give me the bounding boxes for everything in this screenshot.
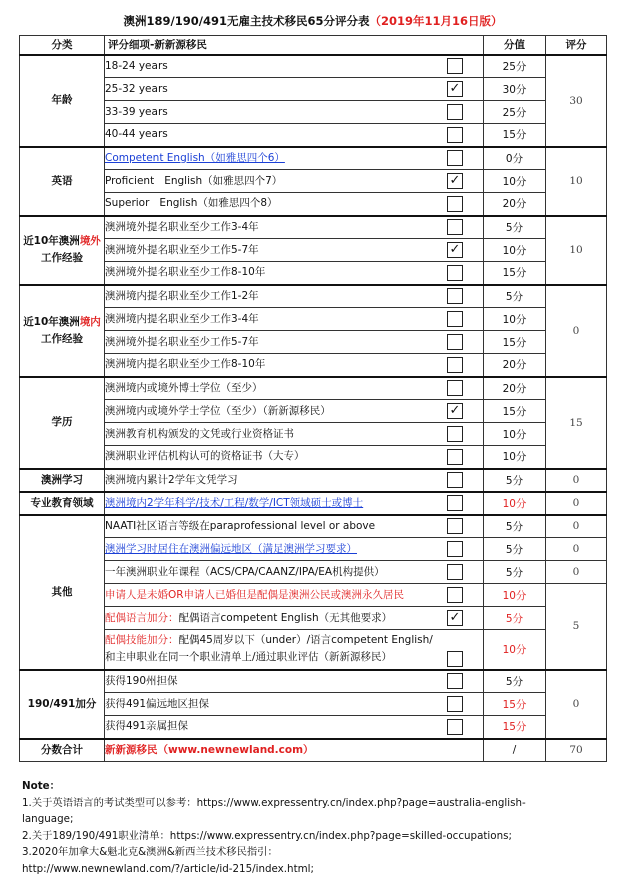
- item-label: 澳洲境内累计2学年文凭学习: [105, 473, 238, 486]
- points-value: 10分: [484, 170, 546, 193]
- item-cell: [105, 538, 484, 561]
- item-cell: [105, 515, 484, 538]
- item-link[interactable]: 澳洲学习时居住在澳洲偏远地区（满足澳洲学习要求）: [105, 542, 357, 555]
- item-label: 25-32 years: [105, 82, 168, 95]
- checkbox[interactable]: [447, 541, 463, 557]
- points-value: 0分: [484, 147, 546, 170]
- checkbox[interactable]: [447, 696, 463, 712]
- score-aus-study: 0: [546, 469, 607, 492]
- table-row: [20, 377, 607, 400]
- header-category: 分类: [20, 36, 105, 55]
- table-row: [20, 469, 607, 492]
- table-row: [20, 400, 607, 423]
- table-row: [20, 670, 607, 693]
- item-label: 澳洲境内提名职业至少工作3-4年: [105, 312, 259, 325]
- table-row: [20, 630, 607, 670]
- category-aus-study: 澳洲学习: [20, 469, 105, 492]
- category-highlight: 境内: [79, 315, 101, 328]
- table-row: [20, 308, 607, 331]
- item-label: 澳洲境外提名职业至少工作5-7年: [105, 335, 259, 348]
- category-highlight: 境外: [79, 235, 101, 247]
- points-value: 10分: [484, 492, 546, 515]
- points-value: 20分: [484, 193, 546, 216]
- item-cell: [105, 308, 484, 331]
- checkbox-checked[interactable]: ✓: [447, 81, 463, 97]
- points-value: 15分: [484, 262, 546, 285]
- checkbox[interactable]: [447, 104, 463, 120]
- item-label: 澳洲境内或境外学士学位（至少）（新新源移民）: [105, 404, 331, 417]
- category-stem: 专业教育领域: [20, 492, 105, 515]
- category-text: 工作经验: [41, 332, 83, 345]
- item-cell: [105, 170, 484, 193]
- item-cell: [105, 239, 484, 262]
- points-value: 20分: [484, 377, 546, 400]
- checkbox[interactable]: [447, 673, 463, 689]
- points-value: 10分: [484, 630, 546, 670]
- checkbox-checked[interactable]: ✓: [447, 403, 463, 419]
- item-label: 澳洲境内提名职业至少工作8-10年: [105, 358, 266, 371]
- item-label: 一年澳洲职业年课程（ACS/CPA/CAANZ/IPA/EA机构提供）: [105, 565, 385, 578]
- table-row-total: [20, 739, 607, 762]
- checkbox[interactable]: [447, 58, 463, 74]
- category-age: 年龄: [20, 55, 105, 147]
- item-cell: [105, 285, 484, 308]
- table-row: [20, 170, 607, 193]
- points-value: 5分: [484, 670, 546, 693]
- item-cell: [105, 147, 484, 170]
- checkbox[interactable]: [447, 449, 463, 465]
- category-text: 工作经验: [41, 252, 83, 264]
- score-item: 0: [546, 561, 607, 584]
- item-cell: [105, 331, 484, 354]
- points-value: 15分: [484, 124, 546, 147]
- checkbox[interactable]: [447, 311, 463, 327]
- item-cell: [105, 55, 484, 78]
- checkbox[interactable]: [447, 587, 463, 603]
- table-row: [20, 446, 607, 469]
- checkbox[interactable]: [447, 127, 463, 143]
- item-label: 获得491偏远地区担保: [105, 697, 210, 710]
- score-domestic-work: 0: [546, 285, 607, 377]
- score-age: 30: [546, 55, 607, 147]
- item-label: 澳洲职业评估机构认可的资格证书（大专）: [105, 450, 305, 463]
- table-row: [20, 78, 607, 101]
- item-label: NAATI社区语言等级在paraprofessional level or above: [105, 519, 376, 532]
- category-domestic-work: [20, 285, 105, 377]
- item-cell: [105, 423, 484, 446]
- note-line: http://www.newnewland.com/?/article/id-215/index.html;: [22, 862, 314, 875]
- checkbox[interactable]: [447, 719, 463, 735]
- score-item: 0: [546, 515, 607, 538]
- item-label: 澳洲境内或境外博士学位（至少）: [105, 381, 263, 394]
- points-value: 25分: [484, 55, 546, 78]
- points-value: 20分: [484, 354, 546, 377]
- total-label: 分数合计: [20, 739, 105, 762]
- points-value: 5分: [484, 515, 546, 538]
- table-row: [20, 55, 607, 78]
- notes-heading: Note：: [22, 780, 60, 792]
- checkbox[interactable]: [447, 518, 463, 534]
- checkbox[interactable]: [447, 196, 463, 212]
- note-line: language;: [22, 813, 74, 825]
- table-row: [20, 285, 607, 308]
- item-cell: [105, 400, 484, 423]
- points-value: 10分: [484, 584, 546, 607]
- item-cell: [105, 124, 484, 147]
- item-cell: [105, 101, 484, 124]
- table-row: [20, 538, 607, 561]
- checkbox-checked[interactable]: ✓: [447, 610, 463, 626]
- table-row: [20, 693, 607, 716]
- score-education: 15: [546, 377, 607, 469]
- item-label: 33-39 years: [105, 105, 168, 118]
- note-line: 2.关于189/190/491职业清单：https://www.expressentry.cn/index.php?page=skilled-occupations;: [22, 829, 512, 842]
- checkbox[interactable]: [447, 495, 463, 511]
- table-row: [20, 193, 607, 216]
- table-row: [20, 584, 607, 607]
- item-cell: [105, 693, 484, 716]
- total-points: /: [484, 739, 546, 762]
- notes: [22, 778, 612, 877]
- item-cell: [105, 193, 484, 216]
- item-label: 澳洲境外提名职业至少工作3-4年: [105, 220, 259, 233]
- item-cell: [105, 216, 484, 239]
- item-cell: [105, 469, 484, 492]
- category-state-bonus: 190/491加分: [20, 670, 105, 739]
- checkbox[interactable]: [447, 357, 463, 373]
- header-points: 分值: [484, 36, 546, 55]
- checkbox[interactable]: [447, 334, 463, 350]
- item-cell: [105, 607, 484, 630]
- checkbox[interactable]: [447, 651, 463, 667]
- item-label-prefix: 配偶语言加分：: [105, 611, 179, 624]
- category-education: 学历: [20, 377, 105, 469]
- points-value: 15分: [484, 693, 546, 716]
- table-row: [20, 262, 607, 285]
- points-value: 5分: [484, 285, 546, 308]
- title-date: （2019年11月16日版）: [369, 14, 503, 28]
- points-value: 10分: [484, 239, 546, 262]
- table-row: [20, 423, 607, 446]
- points-value: 5分: [484, 561, 546, 584]
- checkbox[interactable]: [447, 426, 463, 442]
- item-cell: [105, 716, 484, 739]
- item-label: 获得491亲属担保: [105, 720, 189, 733]
- table-row: [20, 331, 607, 354]
- item-label: 澳洲教育机构颁发的文凭或行业资格证书: [105, 427, 294, 440]
- points-value: 10分: [484, 308, 546, 331]
- score-other: 5: [546, 584, 607, 670]
- category-english: 英语: [20, 147, 105, 216]
- category-overseas-work: [20, 216, 105, 285]
- score-overseas-work: 10: [546, 216, 607, 285]
- score-table: [19, 35, 607, 762]
- score-state-bonus: 0: [546, 670, 607, 739]
- category-text: 近10年澳洲: [23, 235, 80, 247]
- points-value: 10分: [484, 446, 546, 469]
- item-cell: [105, 584, 484, 607]
- table-row: [20, 354, 607, 377]
- table-row: [20, 716, 607, 739]
- item-cell: [105, 492, 484, 515]
- item-link[interactable]: Competent English（如雅思四个6）: [105, 151, 285, 164]
- table-row: [20, 607, 607, 630]
- title-text: 澳洲189/190/491无雇主技术移民65分评分表: [123, 14, 370, 28]
- item-label: 40-44 years: [105, 128, 168, 141]
- header-item: 评分细项-新新源移民: [105, 36, 484, 55]
- points-value: 5分: [484, 538, 546, 561]
- table-row: [20, 561, 607, 584]
- score-stem: 0: [546, 492, 607, 515]
- table-row: [20, 239, 607, 262]
- item-cell: [105, 262, 484, 285]
- table-row: [20, 147, 607, 170]
- category-other: 其他: [20, 515, 105, 670]
- item-label: 18-24 years: [105, 59, 168, 72]
- checkbox-checked[interactable]: ✓: [447, 173, 463, 189]
- table-row: [20, 515, 607, 538]
- item-label: 申请人是未婚OR申请人已婚但是配偶是澳洲公民或澳洲永久居民: [105, 588, 405, 601]
- table-row: [20, 124, 607, 147]
- item-cell: [105, 354, 484, 377]
- table-row: [20, 101, 607, 124]
- item-label: 澳洲境外提名职业至少工作8-10年: [105, 266, 266, 279]
- checkbox-checked[interactable]: ✓: [447, 242, 463, 258]
- checkbox[interactable]: [447, 150, 463, 166]
- item-label: 配偶45周岁以下（under）/语言competent English/: [178, 634, 433, 647]
- total-score: 70: [546, 739, 607, 762]
- item-cell: [105, 670, 484, 693]
- item-label: 获得190州担保: [105, 674, 178, 687]
- item-cell: [105, 377, 484, 400]
- item-link[interactable]: 澳洲境内2学年科学/技术/工程/数学/ICT领域硕士或博士: [105, 496, 364, 509]
- table-header: [20, 36, 607, 55]
- item-cell: [105, 739, 484, 762]
- item-cell: [105, 446, 484, 469]
- points-value: 5分: [484, 216, 546, 239]
- score-english: 10: [546, 147, 607, 216]
- item-label: Proficient English（如雅思四个7）: [105, 174, 283, 187]
- checkbox[interactable]: [447, 265, 463, 281]
- item-cell: [105, 78, 484, 101]
- item-label: 澳洲境内提名职业至少工作1-2年: [105, 289, 259, 302]
- note-line: 3.2020年加拿大&魁北克&澳洲&新西兰技术移民指引：: [22, 846, 278, 858]
- item-label: 配偶语言competent English（无其他要求）: [178, 611, 393, 624]
- points-value: 15分: [484, 716, 546, 739]
- item-label: Superior English（如雅思四个8）: [105, 197, 278, 210]
- checkbox[interactable]: [447, 472, 463, 488]
- score-item: 0: [546, 538, 607, 561]
- checkbox[interactable]: [447, 564, 463, 580]
- item-label: 和主申职业在同一个职业清单上/通过职业评估（新新源移民）: [105, 651, 393, 664]
- note-line: 1.关于英语语言的考试类型可以参考：https://www.expressentry.cn/index.php?page=australia-english-: [22, 796, 526, 809]
- points-value: 15分: [484, 400, 546, 423]
- item-cell: [105, 630, 484, 670]
- category-text: 近10年澳洲: [23, 315, 80, 328]
- checkbox[interactable]: [447, 288, 463, 304]
- points-value: 5分: [484, 607, 546, 630]
- table-row: [20, 492, 607, 515]
- item-label-prefix: 配偶技能加分：: [105, 634, 179, 647]
- item-label: 澳洲境外提名职业至少工作5-7年: [105, 243, 259, 256]
- points-value: 5分: [484, 469, 546, 492]
- checkbox[interactable]: [447, 380, 463, 396]
- checkbox[interactable]: [447, 219, 463, 235]
- points-value: 15分: [484, 331, 546, 354]
- item-cell: [105, 561, 484, 584]
- points-value: 30分: [484, 78, 546, 101]
- page-title: [0, 13, 626, 29]
- header-score: 评分: [546, 36, 607, 55]
- points-value: 10分: [484, 423, 546, 446]
- total-text: 新新源移民（www.newnewland.com）: [105, 743, 314, 756]
- points-value: 25分: [484, 101, 546, 124]
- table-row: [20, 216, 607, 239]
